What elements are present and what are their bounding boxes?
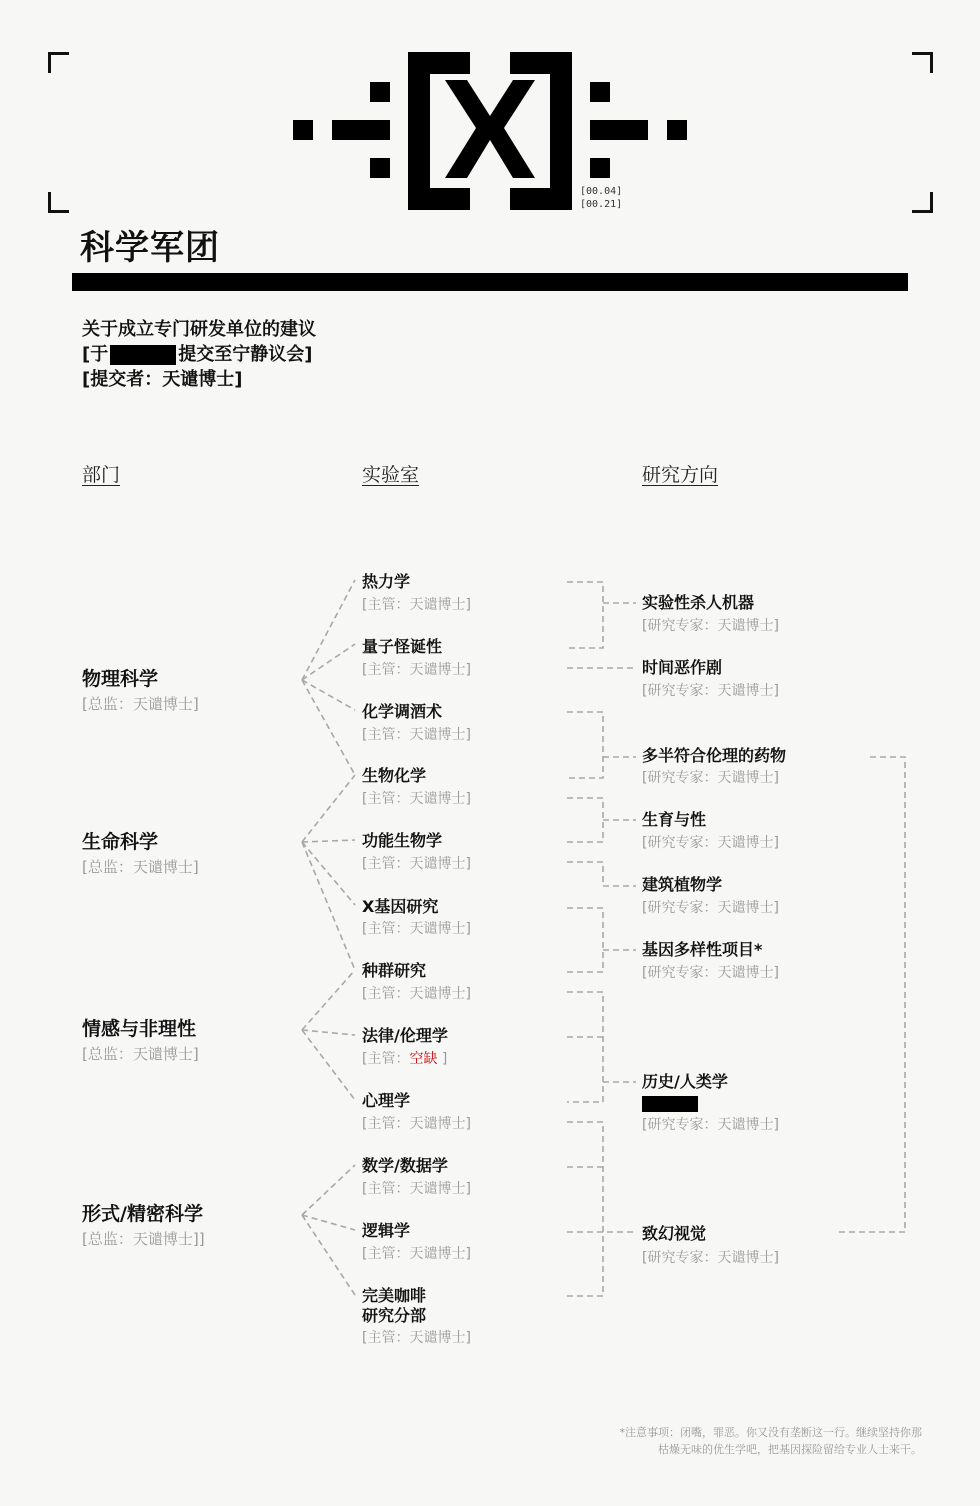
direction-expert: [研究专家：天谴博士] [642,965,779,981]
column-header-departments: 部门 [82,464,121,486]
direction-killer-machines: 实验性杀人机器 [642,593,755,612]
department-emotion-irrationality: 情感与非理性 [82,1018,197,1040]
department-life-science: 生命科学 [82,831,159,853]
direction-expert: [研究专家：天谴博士] [642,900,779,916]
department-formal-science: 形式/精密科学 [82,1203,203,1225]
lab-biochemistry: 生物化学 [362,766,427,785]
lead-suffix: ] [441,1051,448,1067]
department-physical-science: 物理科学 [82,668,159,690]
lab-lead: [主管：天谴博士] [362,921,471,937]
lab-lead: [主管：天谴博士] [362,662,471,678]
direction-expert: [研究专家：天谴博士] [642,618,779,634]
lab-thermodynamics: 热力学 [362,572,411,591]
direction-history-anthropology: 历史/人类学 [642,1072,728,1091]
department-director: [总监：天谴博士]] [82,1230,205,1248]
lab-lead: [主管：天谴博士] [362,986,471,1002]
direction-expert: [研究专家：天谴博士] [642,683,779,699]
lab-quantum-weirdness: 量子怪诞性 [362,637,443,656]
footnote-line-2: 枯燥无味的优生学吧，把基因探险留给专业人士来干。 [658,1443,922,1456]
department-director: [总监：天谴博士] [82,695,199,713]
direction-expert: [研究专家：天谴博士] [642,1250,779,1266]
version-code-2: [00.21] [580,199,623,210]
submit-suffix: 提交至宁静议会] [178,344,313,365]
lab-x-gene-research: X基因研究 [362,897,439,916]
lab-chemical-mixology: 化学调酒术 [362,702,443,721]
lead-prefix: [主管： [362,1051,410,1067]
lab-lead: [主管：天谴博士] [362,856,471,872]
direction-expert: [研究专家：天谴博士] [642,835,779,851]
lab-lead: [主管：天谴博士] [362,1181,471,1197]
department-director: [总监：天谴博士] [82,1045,199,1063]
lab-law-ethics: 法律/伦理学 [362,1026,448,1045]
direction-genetic-diversity: 基因多样性项目* [642,940,763,959]
lab-functional-biology: 功能生物学 [362,831,443,850]
lab-perfect-coffee-line2: 研究分部 [362,1306,427,1325]
direction-expert: [研究专家：天谴博士] [642,770,779,786]
direction-reproduction: 生育与性 [642,810,707,829]
lab-lead-vacant [362,1050,447,1068]
lab-math-data: 数学/数据学 [362,1156,448,1175]
lab-lead: [主管：天谴博士] [362,1116,471,1132]
lab-lead: [主管：天谴博士] [362,1246,471,1262]
lab-lead: [主管：天谴博士] [362,791,471,807]
lab-lead: [主管：天谴博士] [362,727,471,743]
footnote-line-1: *注意事项：闭嘴，罪恶。你又没有垄断这一行。继续坚持你那 [619,1426,922,1439]
lab-logic: 逻辑学 [362,1221,411,1240]
direction-hallucination-vision: 致幻视觉 [642,1224,707,1243]
org-title: 科学军团 [80,228,220,268]
version-code-1: [00.04] [580,186,623,197]
direction-time-mischief: 时间恶作剧 [642,658,723,677]
submit-prefix: [于 [82,344,109,365]
lab-psychology: 心理学 [362,1091,411,1110]
vacant-status: 空缺 [409,1051,438,1067]
redacted-expert [642,1096,698,1112]
proposal-title: 关于成立专门研发单位的建议 [82,319,316,340]
lab-lead: [主管：天谴博士] [362,597,471,613]
footnote [562,1424,922,1458]
department-director: [总监：天谴博士] [82,858,199,876]
column-header-directions: 研究方向 [642,464,719,486]
proposal-submitter: [提交者：天谴博士] [82,369,243,390]
direction-ethical-drugs: 多半符合伦理的药物 [642,746,787,765]
lab-population-research: 种群研究 [362,961,427,980]
direction-expert: [研究专家：天谴博士] [642,1117,779,1133]
lab-perfect-coffee-line1: 完美咖啡 [362,1286,427,1305]
lab-lead: [主管：天谴博士] [362,1330,471,1346]
direction-architectural-botany: 建筑植物学 [642,875,723,894]
column-header-labs: 实验室 [362,464,420,486]
